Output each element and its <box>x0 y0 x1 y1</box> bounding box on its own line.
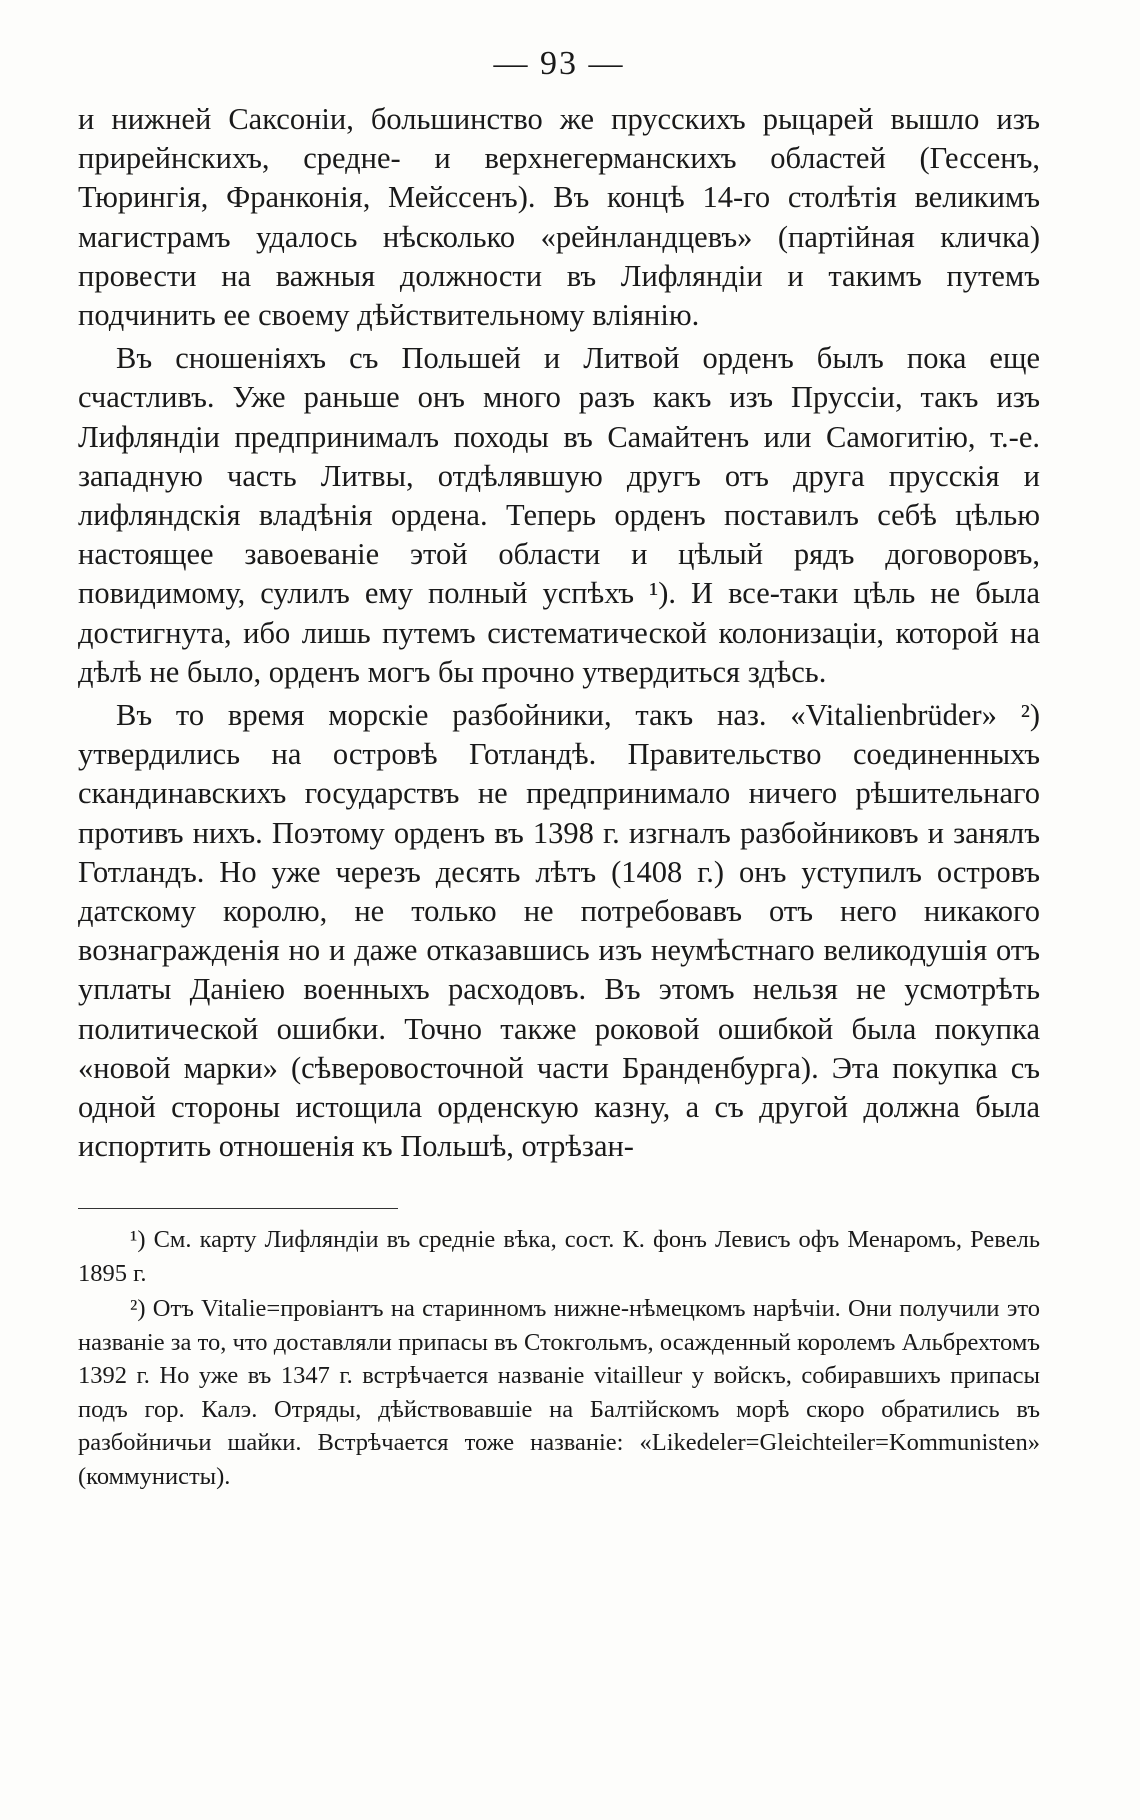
main-text <box>78 100 1040 1166</box>
paragraph-1: и нижней Саксоніи, большинство же прусскихъ рыцарей вышло изъ прирейнскихъ, средне- и верхнегерманскихъ областей (Гессенъ, Тюрингія, Франконія, Мейссенъ). Въ концѣ 14-го столѣтія великимъ магистрамъ удалось нѣсколько «рейнландцевъ» (партійная кличка) провести на важныя должности въ Лифляндіи и такимъ путемъ подчинить ее своему дѣйствительному вліянію. <box>78 102 1040 333</box>
footnote-separator <box>78 1208 398 1209</box>
page-number: — 93 — <box>493 45 625 82</box>
footnote-1: ¹) См. карту Лифляндіи въ средніе вѣка, сост. К. фонъ Левисъ офъ Менаромъ, Ревель 1895 г. <box>78 1226 1040 1287</box>
footnote-2: ²) Отъ Vitalie=провіантъ на старинномъ нижне-нѣмецкомъ нарѣчіи. Они получили это названіе за то, что доставляли припасы въ Стокгольмъ, осажденный королемъ Альбрехтомъ 1392 г. Но уже въ 1347 г. встрѣчается названіе vitailleur у войскъ, собиравшихъ припасы подъ гор. Калэ. Отряды, дѣйствовавшіе на Балтійскомъ морѣ скоро обратились въ разбойничьи шайки. Встрѣчается тоже названіе: «Likedeler=Gleichteiler=Kommunisten» (коммунисты). <box>78 1295 1040 1490</box>
book-page <box>78 40 1040 1495</box>
footnotes <box>78 1223 1040 1493</box>
paragraph-2: Въ сношеніяхъ съ Польшей и Литвой орденъ былъ пока еще счастливъ. Уже раньше онъ много разъ какъ изъ Пруссіи, такъ изъ Лифляндіи предпринималъ походы въ Самайтенъ или Самогитію, т.-е. западную часть Литвы, отдѣлявшую другъ отъ друга прусскія и лифляндскія владѣнія ордена. Теперь орденъ поставилъ себѣ цѣлью настоящее завоеваніе этой области и цѣлый рядъ договоровъ, повидимому, сулилъ ему полный успѣхъ ¹). И все-таки цѣль не была достигнута, ибо лишь путемъ систематической колонизаціи, которой на дѣлѣ не было, орденъ могъ бы прочно утвердиться здѣсь. <box>78 341 1040 689</box>
paragraph-3: Въ то время морскіе разбойники, такъ наз. «Vitalienbrüder» ²) утвердились на островѣ Готландѣ. Правительство соединенныхъ скандинавскихъ государствъ не предпринимало ничего рѣшительнаго противъ нихъ. Поэтому орденъ въ 1398 г. изгналъ разбойниковъ и занялъ Готландъ. Но уже черезъ десять лѣтъ (1408 г.) онъ уступилъ островъ датскому королю, не только не потребовавъ отъ него никакого вознагражденія но и даже отказавшись изъ неумѣстнаго великодушія отъ уплаты Даніею военныхъ расходовъ. Въ этомъ нельзя не усмотрѣть политической ошибки. Точно также роковой ошибкой была покупка «новой марки» (сѣверовосточной части Бранденбурга). Эта покупка съ одной стороны истощила орденскую казну, а съ другой должна была испортить отношенія къ Польшѣ, отрѣзан- <box>78 698 1040 1164</box>
